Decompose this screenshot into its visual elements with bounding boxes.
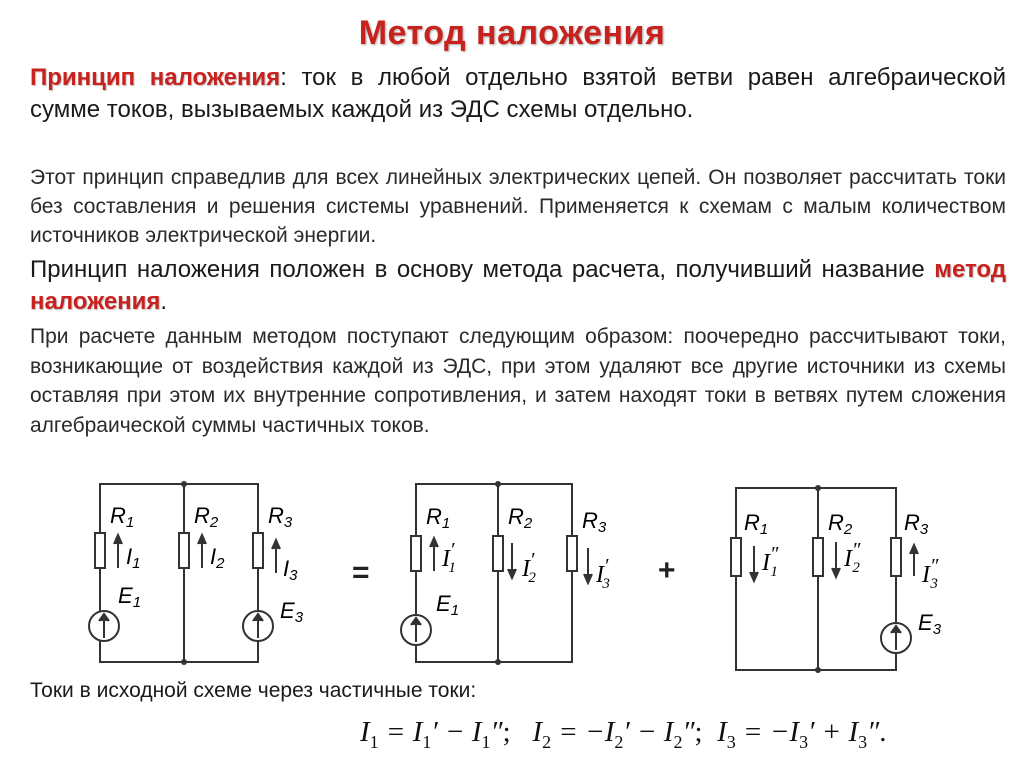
circuit2-r1-resistor (411, 536, 421, 571)
formula-i3: $I_3 = -I_3' + I_3''$. (717, 716, 887, 752)
circuit3-e3-label: E3 (918, 610, 942, 638)
circuit1-r3-resistor (253, 533, 263, 568)
partial-currents-caption: Токи в исходной схеме через частичные токи: (30, 679, 477, 702)
circuit2-r3-label: R3 (582, 508, 607, 536)
method-basis-end: . (160, 288, 168, 315)
method-basis-text: Принцип наложения положен в основу метода расчета, получивший название (30, 256, 935, 283)
formula-i2: $I_2 = -I_2' - I_2''$; (532, 716, 703, 752)
circuit2-i3-label: I′ 3 (596, 555, 610, 592)
circuit1-i1-label: I1 (126, 544, 141, 572)
circuit2-r2-resistor (493, 536, 503, 571)
circuit1-r1-resistor (95, 533, 105, 568)
circuit1-e3-label: E3 (280, 598, 304, 626)
circuit2-r1-label: R1 (426, 504, 451, 532)
circuit3-r1-resistor (731, 538, 741, 576)
plus-sign: + (658, 554, 676, 587)
circuit2-r3-resistor (567, 536, 577, 571)
partial-circuit-e3-diagram (722, 478, 992, 678)
applicability-paragraph: Этот принцип справедлив для всех линейных электрических цепей. Он позволяет рассчитать токи без составления и решения системы уравнений. Применяется к схемам с малым количеством источников электрической энергии. (30, 166, 1006, 247)
circuit2-i1-label: I′ 1 (442, 539, 456, 576)
circuit1-r3-label: R3 (268, 503, 293, 531)
circuit3-r1-label: R1 (744, 510, 769, 538)
circuit1-i2-label: I2 (210, 544, 225, 572)
circuit3-outer-wire (736, 488, 896, 670)
original-circuit-diagram (88, 478, 328, 668)
circuit2-i2-label: I′ 2 (522, 549, 536, 586)
circuit3-i2-label: I″ 2 (844, 539, 861, 576)
circuit3-r2-label: R2 (828, 510, 853, 538)
principle-definition (30, 62, 1006, 126)
circuit1-r1-label: R1 (110, 503, 135, 531)
circuit3-r3-resistor (891, 538, 901, 576)
method-basis-paragraph (30, 254, 1006, 318)
circuit2-e1-label: E1 (436, 591, 460, 619)
circuit3-i1-label: I″ 1 (762, 543, 779, 580)
principle-text: : ток в любой отдельно взятой ветви равен алгебраической сумме токов, вызываемых каждой из ЭДС схемы отдельно. (30, 64, 1006, 123)
circuit1-r2-resistor (179, 533, 189, 568)
procedure-paragraph: При расчете данным методом поступают следующим образом: поочередно рассчитывают токи, возникающие от воздействия каждой из ЭДС, при этом удаляют все другие источники из схемы оставляя при этом их внутренние сопротивления, и затем находят токи в ветвях путем сложения алгебраической суммы частичных токов. (30, 325, 1006, 437)
page-title: Метод наложения (358, 14, 666, 52)
circuit3-r3-label: R3 (904, 510, 929, 538)
circuit2-r2-label: R2 (508, 504, 533, 532)
method-term: метод наложения (30, 256, 1006, 315)
circuit1-r2-label: R2 (194, 503, 219, 531)
superposition-formula (360, 716, 886, 753)
circuit1-e1-label: E1 (118, 583, 142, 611)
circuit3-r2-resistor (813, 538, 823, 576)
formula-i1: $I_1 = I_1' - I_1''$; (360, 716, 511, 752)
equals-sign: = (352, 556, 370, 589)
partial-circuit-e1-diagram (400, 478, 640, 668)
circuit3-i3-label: I″ 3 (922, 555, 939, 592)
principle-term: Принцип наложения (30, 64, 281, 91)
circuit1-i3-label: I3 (283, 556, 298, 584)
